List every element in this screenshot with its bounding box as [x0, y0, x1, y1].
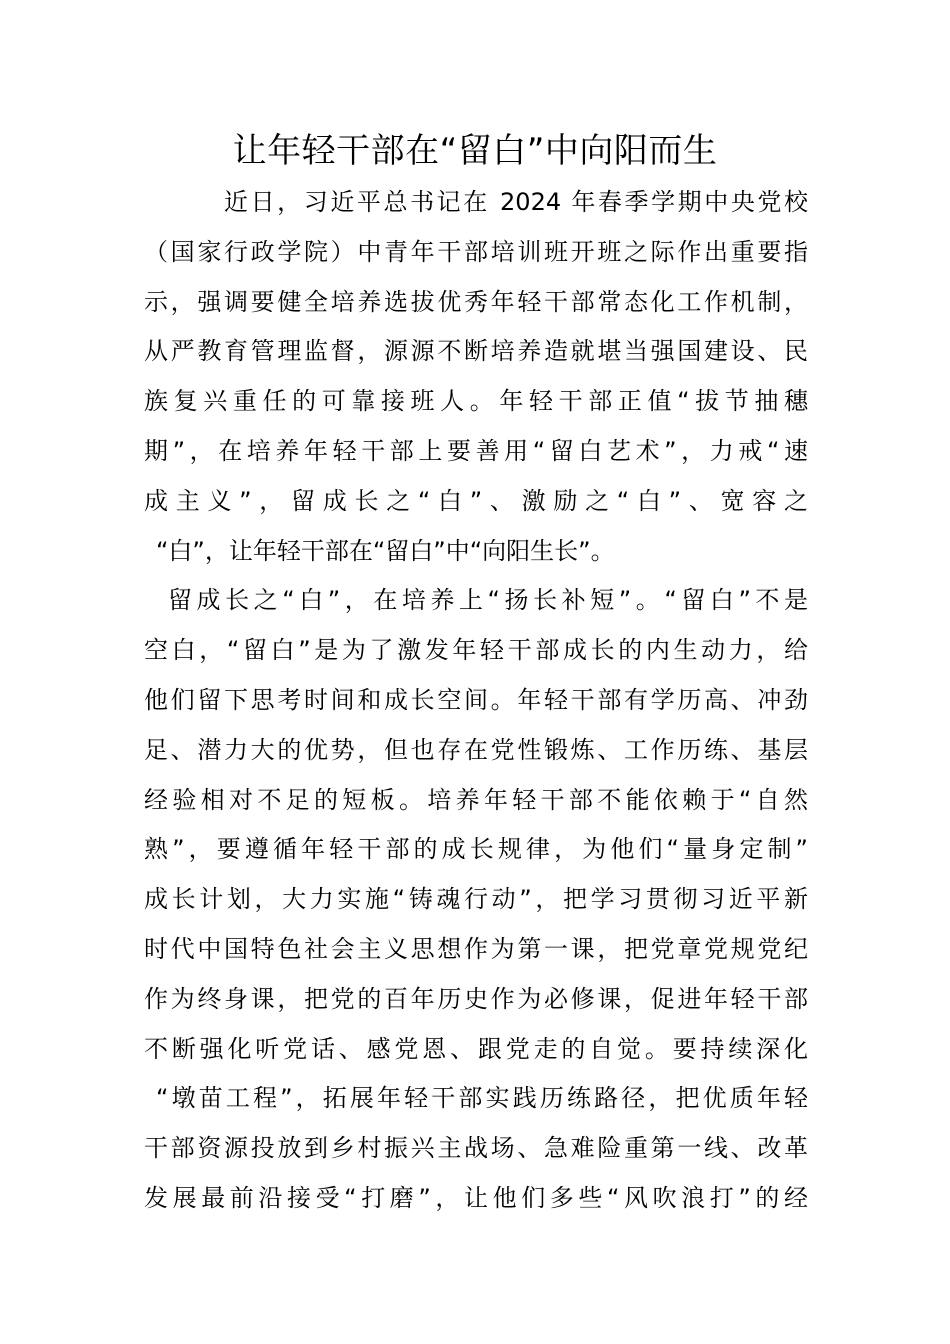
paragraph-2-line: 他们留下思考时间和成长空间。年轻干部有学历高、冲劲 — [144, 685, 808, 714]
paragraph-1-line: 期”，在培养年轻干部上要善用“留白艺术”，力戒“速 — [144, 436, 808, 465]
paragraph-2-line: 干部资源投放到乡村振兴主战场、急难险重第一线、改革 — [144, 1134, 808, 1163]
paragraph-1-line: （国家行政学院）中青年干部培训班开班之际作出重要指 — [144, 237, 808, 266]
paragraph-1-line: 从严教育管理监督，源源不断培养造就堪当强国建设、民 — [144, 337, 808, 366]
paragraph-1-line: 族复兴重任的可靠接班人。年轻干部正值“拔节抽穗 — [144, 387, 808, 416]
paragraph-1-line: 成主义”，留成长之“白”、激励之“白”、宽容之 — [144, 486, 808, 515]
paragraph-2-line: 时代中国特色社会主义思想作为第一课，把党章党规党纪 — [144, 934, 808, 963]
paragraph-2-line: 不断强化听党话、感党恩、跟党走的自觉。要持续深化 — [144, 1034, 808, 1063]
paragraph-2-line: 成长计划，大力实施“铸魂行动”，把学习贯彻习近平新 — [144, 885, 808, 914]
document-title: 让年轻干部在“留白”中向阳而生 — [232, 131, 718, 171]
paragraph-2-line: 熟”，要遵循年轻干部的成长规律，为他们“量身定制” — [144, 835, 808, 864]
document-body — [144, 178, 808, 1224]
paragraph-2-line: 作为终身课，把党的百年历史作为必修课，促进年轻干部 — [144, 984, 808, 1013]
paragraph-2-line: 空白，“留白”是为了激发年轻干部成长的内生动力，给 — [144, 636, 808, 665]
paragraph-2-line: 发展最前沿接受“打磨”，让他们多些“风吹浪打”的经 — [144, 1183, 808, 1212]
paragraph-1-line: 示，强调要健全培养选拔优秀年轻干部常态化工作机制， — [144, 287, 808, 316]
paragraph-2-line: “墩苗工程”，拓展年轻干部实践历练路径，把优质年轻 — [156, 1084, 808, 1113]
paragraph-1-line: 近日，习近平总书记在 2024 年春季学期中央党校 — [224, 188, 808, 216]
paragraph-2-line: 经验相对不足的短板。培养年轻干部不能依赖于“自然 — [144, 785, 808, 814]
paragraph-1-line: “白”，让年轻干部在“留白”中“向阳生长”。 — [156, 536, 615, 565]
paragraph-2-line: 留成长之“白”，在培养上“扬长补短”。“留白”不是 — [168, 586, 808, 615]
paragraph-2-line: 足、潜力大的优势，但也存在党性锻炼、工作历练、基层 — [144, 735, 808, 764]
